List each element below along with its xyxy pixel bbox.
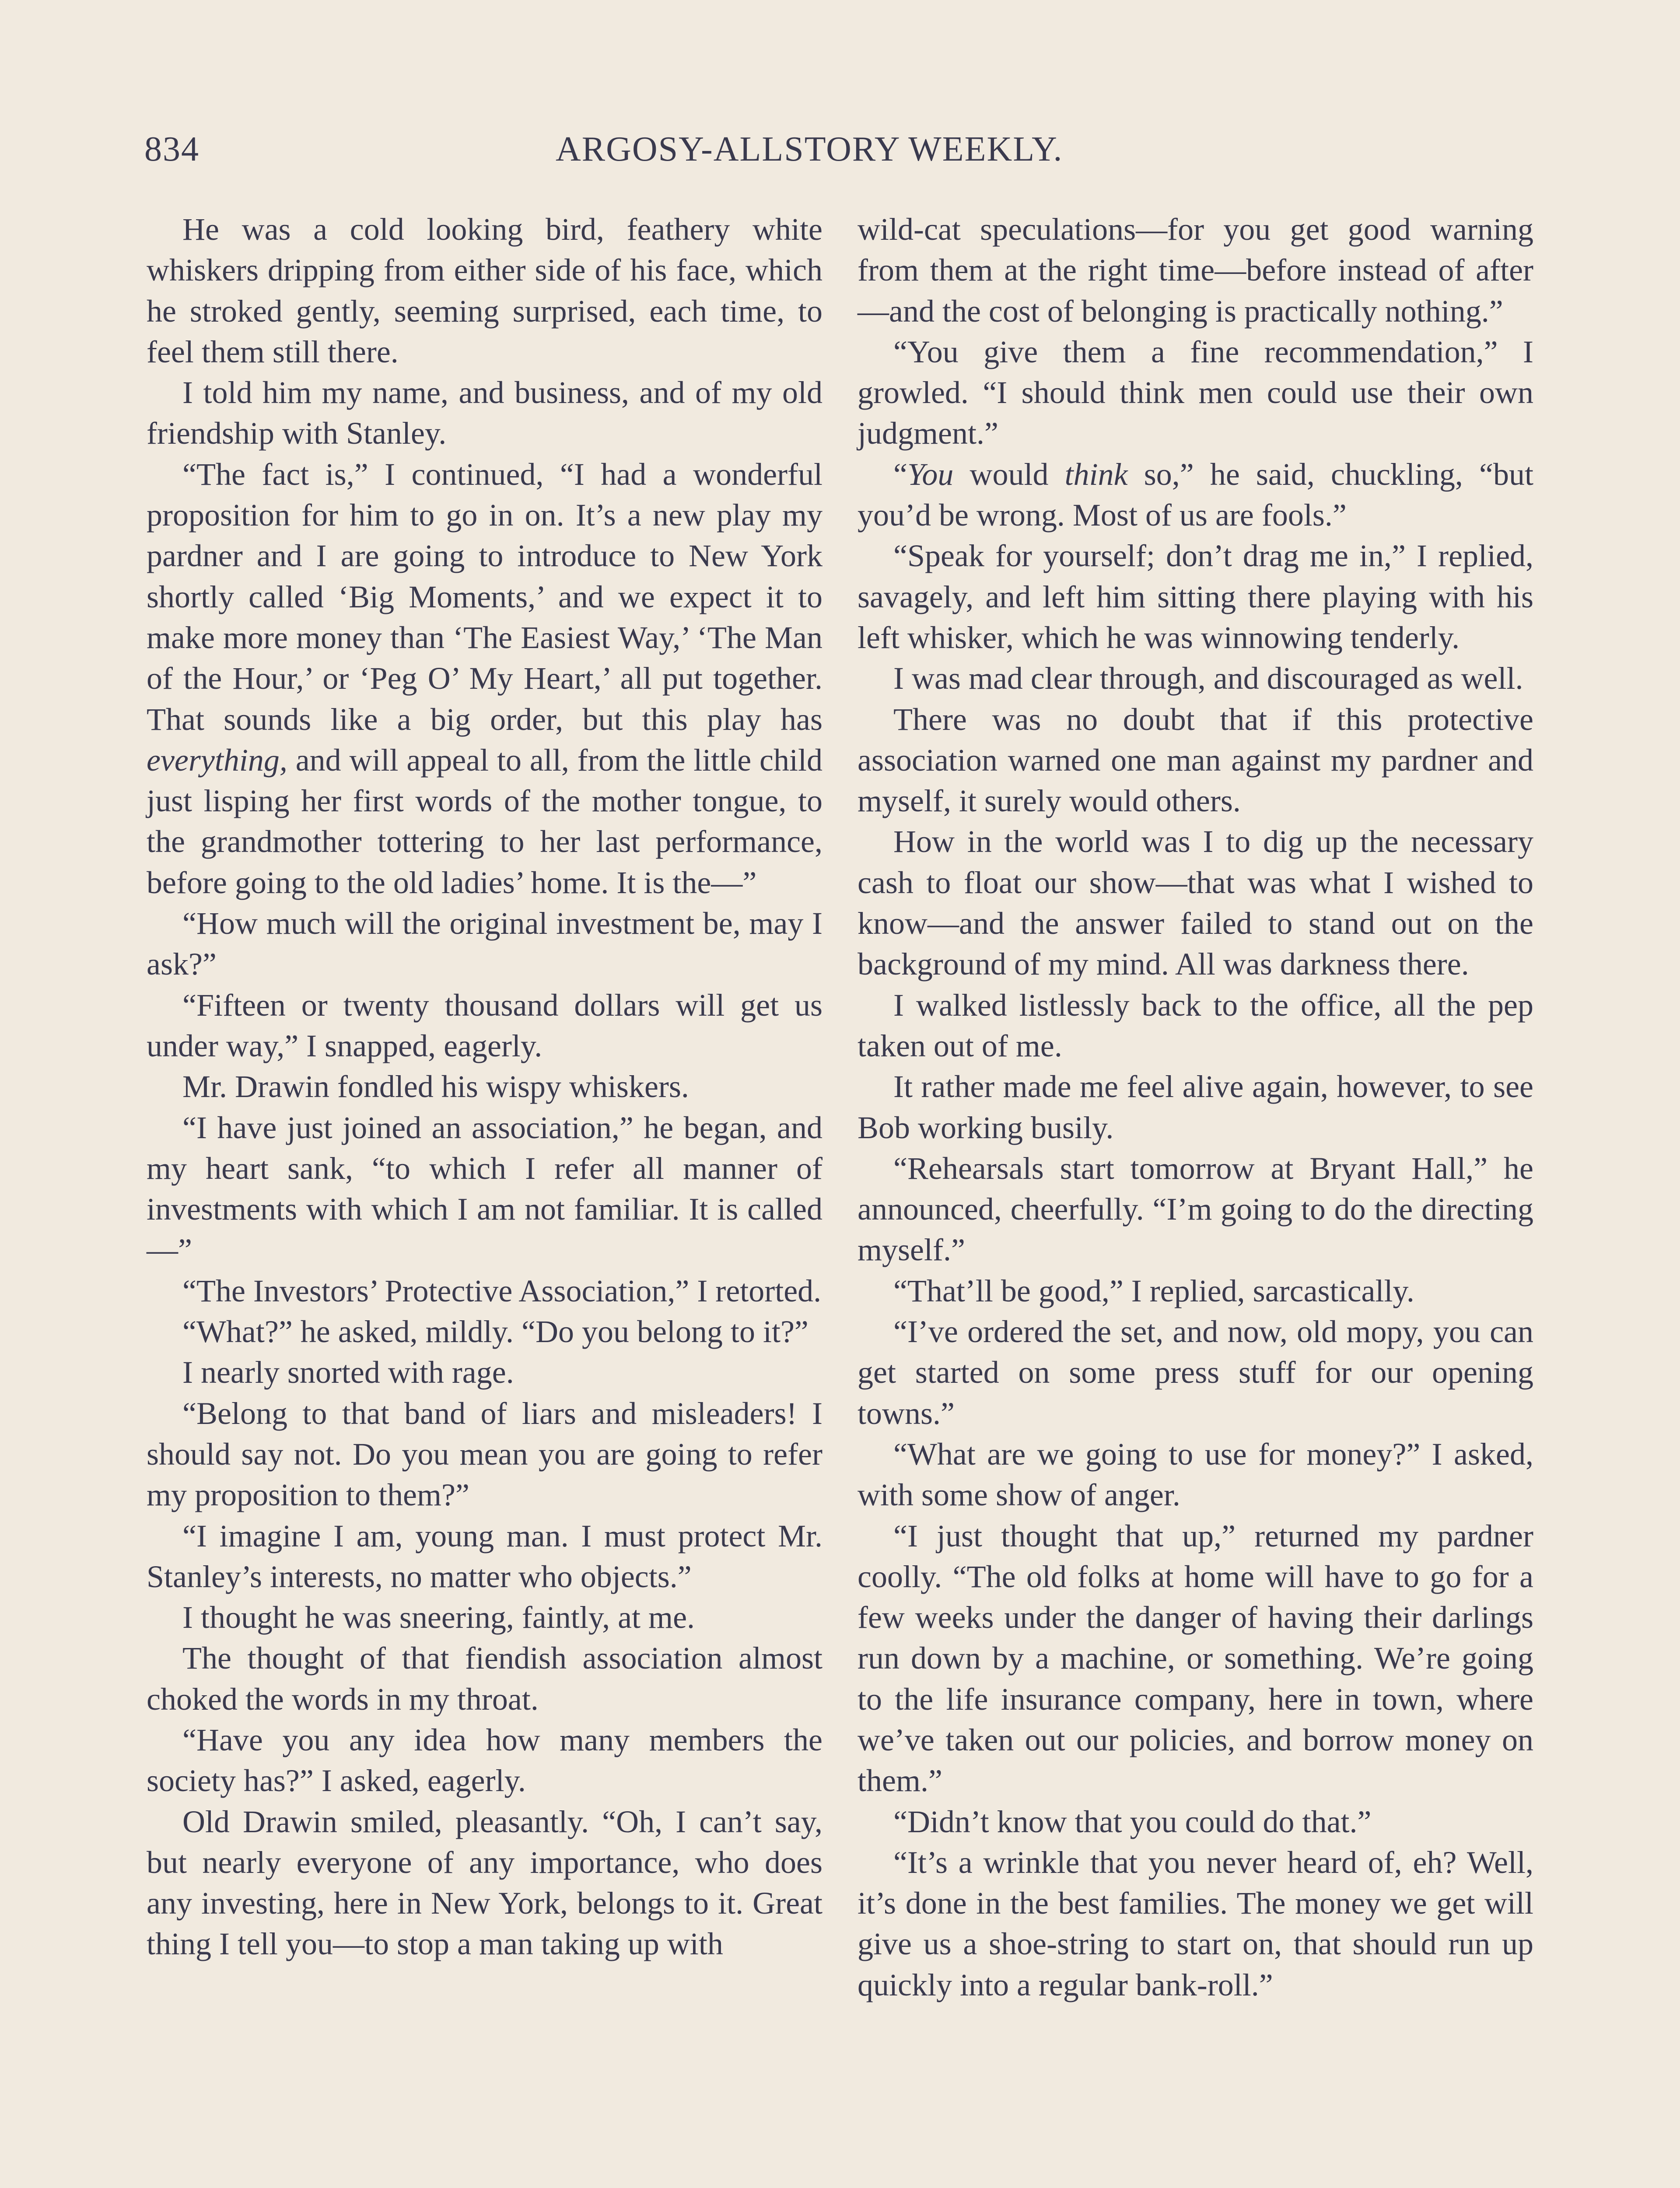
paragraph: Mr. Drawin fondled his wispy whiskers. xyxy=(182,1069,689,1105)
paragraph: “Fifteen or twenty thousand dollars will get us under way,” I snapped, eagerly. xyxy=(147,987,822,1063)
paragraph: “Belong to that band of liars and misleaders! I should say not. Do you mean you are going to refer my proposition to them?” xyxy=(147,1396,822,1513)
paragraph xyxy=(858,454,1533,536)
page-header xyxy=(144,130,1120,178)
page-number: 834 xyxy=(144,130,200,168)
paragraph: “I imagine I am, young man. I must protect Mr. Stanley’s interests, no matter who objects.” xyxy=(147,1518,822,1594)
paragraph: “Rehearsals start tomorrow at Bryant Hall,” he announced, cheerfully. “I’m going to do the directing myself.” xyxy=(858,1150,1533,1268)
paragraph: It rather made me feel alive again, however, to see Bob working busily. xyxy=(858,1069,1533,1145)
paragraph xyxy=(147,454,822,903)
paragraph: How in the world was I to dig up the necessary cash to float our show—that was what I wished to know—and the answer failed to stand out on the background of my mind. All was darkness there. xyxy=(858,824,1533,982)
paragraph: “I just thought that up,” returned my pardner coolly. “The old folks at home will have to go for a few weeks under the danger of having their darlings run down by a machine, or something. We’re going to the life insurance company, here in town, where we’ve taken out our policies, and borrow money on them.” xyxy=(858,1518,1533,1799)
paragraph: “I have just joined an association,” he began, and my heart sank, “to which I refer all manner of investments with which I am not familiar. It is called—” xyxy=(147,1110,822,1268)
paragraph-text: so,” he said, chuckling, “but you’d be wrong. Most of us are fools.” xyxy=(858,456,1534,533)
paragraph: “Speak for yourself; don’t drag me in,” I replied, savagely, and left him sitting there playing with his left whisker, which he was winnowing tenderly. xyxy=(858,538,1533,655)
italic-text: everything, xyxy=(147,742,287,778)
paragraph: I told him my name, and business, and of my old friendship with Stanley. xyxy=(147,375,822,451)
running-title: ARGOSY-ALLSTORY WEEKLY. xyxy=(556,130,1063,168)
paragraph: “Didn’t know that you could do that.” xyxy=(893,1804,1372,1839)
left-column xyxy=(147,209,822,1965)
paragraph: There was no doubt that if this protective association warned one man against my pardner and myself, it surely would others. xyxy=(858,701,1533,819)
paragraph: Old Drawin smiled, pleasantly. “Oh, I can’t say, but nearly everyone of any importance, who does any investing, here in New York, belongs to it. Great thing I tell you—to stop a man taking up with xyxy=(147,1804,822,1962)
paragraph: “What are we going to use for money?” I asked, with some show of anger. xyxy=(858,1436,1533,1513)
paragraph-text: “ xyxy=(893,456,907,492)
paragraph-text: “The fact is,” I continued, “I had a wonderful proposition for him to go in on. It’s a new play my pardner and I are going to introduce to New York shortly called ‘Big Moments,’ and we expect it to make more money than ‘The Easiest Way,’ ‘The Man of the Hour,’ or ‘Peg O’ My Heart,’ all put together. That sounds like a big order, but this play has xyxy=(147,456,822,737)
paragraph: “It’s a wrinkle that you never heard of, eh? Well, it’s done in the best families. The money we get will give us a shoe-string to start on, that should run up quickly into a regular bank-roll.” xyxy=(858,1844,1533,2002)
paragraph: “How much will the original investment be, may I ask?” xyxy=(147,906,822,982)
paragraph-continuation: wild-cat speculations—for you get good warning from them at the right time—before instead of after—and the cost of belonging is practically nothing.” xyxy=(858,212,1533,329)
italic-text: You xyxy=(907,456,954,492)
paragraph: “Have you any idea how many members the society has?” I asked, eagerly. xyxy=(147,1722,822,1799)
paragraph: “What?” he asked, mildly. “Do you belong to it?” xyxy=(182,1314,808,1350)
paragraph-text: and will appeal to all, from the little child just lisping her first words of the mother tongue, to the grandmother tottering to her last performance, before going to the old ladies’ home. It is the—” xyxy=(147,742,822,900)
paragraph: I walked listlessly back to the office, all the pep taken out of me. xyxy=(858,987,1533,1063)
paragraph: The thought of that fiendish association almost choked the words in my throat. xyxy=(147,1641,822,1717)
paragraph: He was a cold looking bird, feathery white whiskers dripping from either side of his face, which he stroked gently, seeming surprised, each time, to feel them still there. xyxy=(147,212,822,369)
paragraph: “You give them a fine recommendation,” I growled. “I should think men could use their own judgment.” xyxy=(858,334,1533,451)
paragraph: “That’ll be good,” I replied, sarcastically. xyxy=(893,1273,1414,1308)
paragraph: I nearly snorted with rage. xyxy=(182,1355,514,1390)
paragraph: “The Investors’ Protective Association,” I retorted. xyxy=(182,1273,822,1308)
paragraph: “I’ve ordered the set, and now, old mopy, you can get started on some press stuff for our opening towns.” xyxy=(858,1314,1533,1431)
paragraph: I thought he was sneering, faintly, at me. xyxy=(182,1600,695,1635)
right-column xyxy=(858,209,1533,2006)
paragraph: I was mad clear through, and discouraged as well. xyxy=(893,661,1523,696)
paragraph-text: would xyxy=(953,456,1065,492)
italic-text: think xyxy=(1064,456,1128,492)
